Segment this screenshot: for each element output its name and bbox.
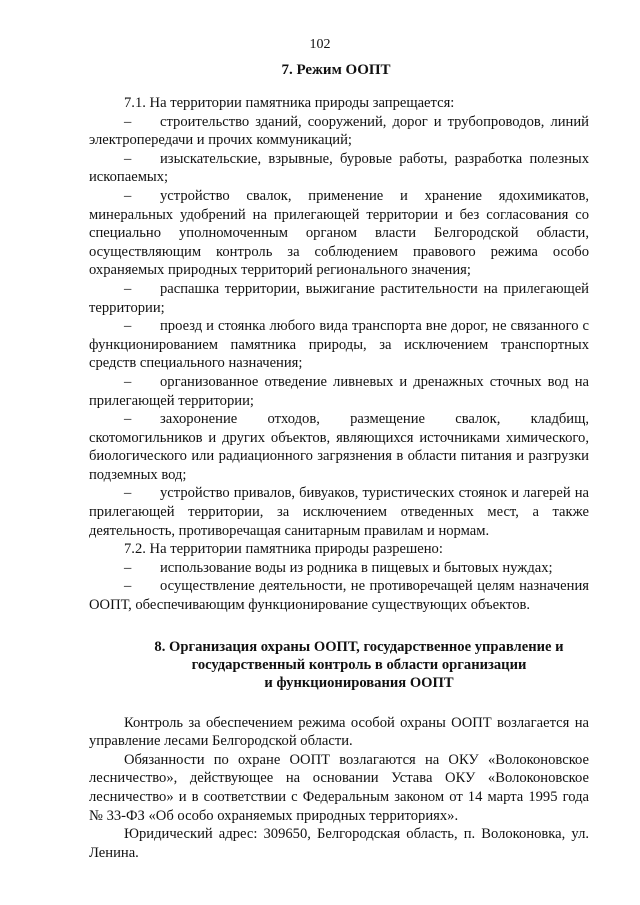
list-item — [89, 373, 589, 410]
list-item — [89, 317, 589, 373]
list-item — [89, 577, 589, 614]
list-item-text: строительство зданий, сооружений, дорог и трубопроводов, линий электропередачи и прочих коммуникаций; — [89, 113, 589, 149]
list-item-text: использование воды из родника в пищевых и бытовых нуждах; — [160, 559, 553, 576]
dash-marker: – — [124, 187, 132, 204]
paragraph-7-2: 7.2. На территории памятника природы разрешено: — [124, 541, 443, 558]
dash-marker: – — [124, 411, 132, 428]
dash-marker: – — [124, 485, 132, 502]
list-item-text: изыскательские, взрывные, буровые работы, разработка полезных ископаемых; — [89, 150, 589, 186]
list-item-text: организованное отведение ливневых и дренажных сточных вод на прилегающей территории; — [89, 373, 589, 409]
dash-marker: – — [124, 318, 132, 335]
list-item — [89, 113, 589, 150]
section-8-title-line: государственный контроль в области организации — [191, 656, 527, 673]
section-7-title: 7. Режим ООПТ — [281, 62, 391, 78]
list-item-text: устройство привалов, бивуаков, туристических стоянок и лагерей на прилегающей территории, за исключением отведенных мест, а также деятельность, противоречащая санитарным правилам и нормам. — [89, 485, 589, 539]
dash-marker: – — [124, 113, 132, 130]
list-item-text: проезд и стоянка любого вида транспорта вне дорог, не связанного с функционированием памятника природы, за исключением транспортных средств специального назначения; — [89, 318, 589, 372]
permitted-list — [89, 559, 589, 615]
paragraph-8-3: Юридический адрес: 309650, Белгородская область, п. Волоконовка, ул. Ленина. — [89, 826, 589, 861]
dash-marker: – — [124, 578, 132, 595]
document-body — [89, 94, 589, 862]
list-item-text: осуществление деятельности, не противоречащей целям назначения ООПТ, обеспечивающим функционирование существующих объектов. — [89, 578, 589, 614]
paragraph-8-2: Обязанности по охране ООПТ возлагаются на ОКУ «Волоконовское лесничество», действующее на основании Устава ОКУ «Волоконовское лесничество» и в соответствии с Федеральным законом от 14 марта 1995 года № 33-ФЗ «Об особо охраняемых природных территориях». — [89, 751, 589, 824]
section-8-title-line: и функционирования ООПТ — [264, 674, 454, 691]
paragraph-8-1: Контроль за обеспечением режима особой охраны ООПТ возлагается на управление лесами Белгородской области. — [89, 714, 589, 750]
list-item-text: устройство свалок, применение и хранение ядохимикатов, минеральных удобрений на прилегающей территории и без согласования со специально уполномоченным органом власти Белгородской области, осуществляющим контроль за соблюдением правового режима особо охраняемых природных территорий регионального значения; — [89, 187, 589, 279]
list-item — [89, 280, 589, 317]
dash-marker: – — [124, 559, 132, 576]
list-item — [89, 187, 589, 280]
paragraph-7-1: 7.1. На территории памятника природы запрещается: — [124, 95, 455, 111]
list-item — [89, 150, 589, 187]
section-8-title-line: 8. Организация охраны ООПТ, государственное управление и — [154, 638, 564, 655]
page-number: 102 — [309, 37, 331, 52]
list-item — [89, 484, 589, 540]
section-8-title — [89, 638, 589, 692]
dash-marker: – — [124, 280, 132, 297]
list-item-text: распашка территории, выжигание растительности на прилегающей территории; — [89, 280, 589, 316]
prohibited-list — [89, 113, 589, 541]
dash-marker: – — [124, 150, 132, 167]
list-item-text: захоронение отходов, размещение свалок, кладбищ, скотомогильников и других объектов, являющихся источниками химического, биологического или радиационного загрязнения в области питания и разгрузки подземных вод; — [89, 411, 589, 483]
dash-marker: – — [124, 373, 132, 390]
list-item — [89, 559, 589, 578]
list-item — [89, 410, 589, 484]
